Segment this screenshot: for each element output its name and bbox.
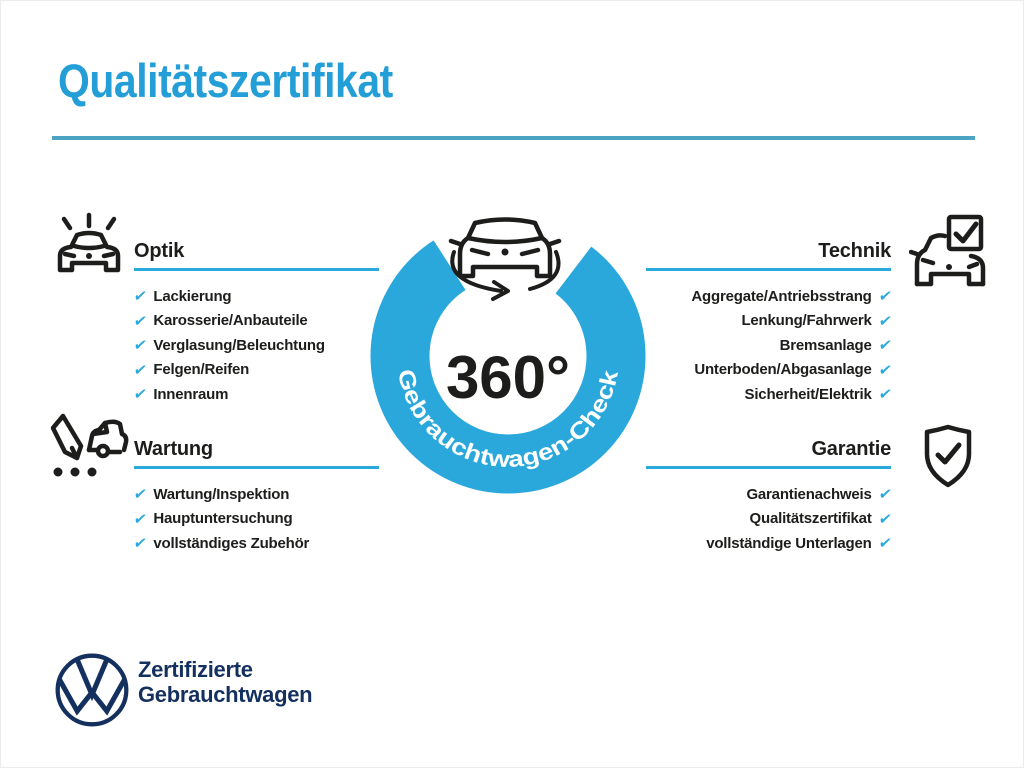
list-item-label: vollständiges Zubehör	[153, 534, 310, 552]
list-item	[646, 358, 891, 383]
list-item-label: Unterboden/Abgasanlage	[694, 361, 872, 379]
section-technik-rule	[646, 268, 891, 271]
check-icon: ✔	[877, 311, 893, 330]
list-item-label: Aggregate/Antriebsstrang	[691, 287, 872, 305]
list-item-label: Sicherheit/Elektrik	[744, 385, 872, 403]
check-icon: ✔	[877, 336, 893, 355]
section-wartung	[134, 437, 379, 556]
section-optik-rule	[134, 268, 379, 271]
list-item-label: Qualitätszertifikat	[749, 510, 872, 528]
list-item	[646, 333, 891, 358]
check-icon: ✔	[877, 485, 893, 504]
shine-car-icon	[47, 206, 131, 290]
list-item	[134, 309, 379, 334]
list-item-label: Hauptuntersuchung	[153, 510, 293, 528]
footer-claim-line1: Zertifizierte	[138, 657, 253, 682]
check-icon: ✔	[877, 509, 893, 528]
vw-logo	[53, 651, 131, 729]
section-garantie	[646, 437, 891, 556]
check-icon: ✔	[132, 336, 148, 355]
list-item	[646, 507, 891, 532]
check-icon: ✔	[132, 360, 148, 379]
list-item	[646, 482, 891, 507]
list-item-label: Lackierung	[153, 287, 232, 305]
list-item	[134, 333, 379, 358]
footer-claim-line2: Gebrauchtwagen	[138, 682, 313, 707]
service-record-icon	[41, 408, 129, 496]
section-optik	[134, 239, 379, 407]
list-item	[134, 531, 379, 556]
list-item-label: Garantienachweis	[746, 485, 872, 503]
badge-360-check	[358, 196, 658, 516]
section-garantie-list	[646, 482, 891, 556]
section-garantie-rule	[646, 466, 891, 469]
list-item-label: Karosserie/Anbauteile	[153, 312, 308, 330]
list-item-label: Felgen/Reifen	[153, 361, 250, 379]
section-wartung-title: Wartung	[134, 438, 213, 460]
section-wartung-list	[134, 482, 379, 556]
check-icon: ✔	[132, 311, 148, 330]
check-icon: ✔	[132, 385, 148, 404]
title-divider	[52, 136, 975, 140]
section-wartung-rule	[134, 466, 379, 469]
check-icon: ✔	[877, 534, 893, 553]
check-icon: ✔	[132, 509, 148, 528]
section-garantie-title: Garantie	[811, 438, 891, 460]
section-technik-list	[646, 284, 891, 407]
check-car-icon	[909, 212, 991, 294]
section-optik-list	[134, 284, 379, 407]
check-icon: ✔	[132, 485, 148, 504]
section-technik-title: Technik	[818, 240, 891, 262]
section-optik-title: Optik	[134, 240, 185, 262]
list-item	[134, 284, 379, 309]
section-technik	[646, 239, 891, 407]
check-icon: ✔	[877, 385, 893, 404]
list-item	[134, 382, 379, 407]
check-icon: ✔	[132, 534, 148, 553]
list-item-label: vollständige Unterlagen	[706, 534, 872, 552]
list-item-label: Verglasung/Beleuchtung	[153, 336, 325, 354]
footer-claim	[138, 657, 312, 707]
list-item	[134, 507, 379, 532]
list-item	[646, 284, 891, 309]
list-item	[134, 358, 379, 383]
rotating-car-icon	[451, 220, 559, 300]
list-item-label: Innenraum	[153, 385, 229, 403]
check-icon: ✔	[877, 360, 893, 379]
list-item	[134, 482, 379, 507]
list-item-label: Bremsanlage	[779, 336, 872, 354]
list-item-label: Lenkung/Fahrwerk	[741, 312, 872, 330]
list-item	[646, 309, 891, 334]
check-icon: ✔	[132, 287, 148, 306]
page-title: Qualitätszertifikat	[58, 54, 393, 107]
badge-center-label: 360°	[445, 344, 571, 411]
check-icon: ✔	[877, 287, 893, 306]
badge-ring-label-text: Gebrauchtwagen-Check	[392, 366, 623, 473]
list-item	[646, 382, 891, 407]
list-item-label: Wartung/Inspektion	[153, 485, 290, 503]
shield-check-icon	[911, 420, 985, 494]
list-item	[646, 531, 891, 556]
